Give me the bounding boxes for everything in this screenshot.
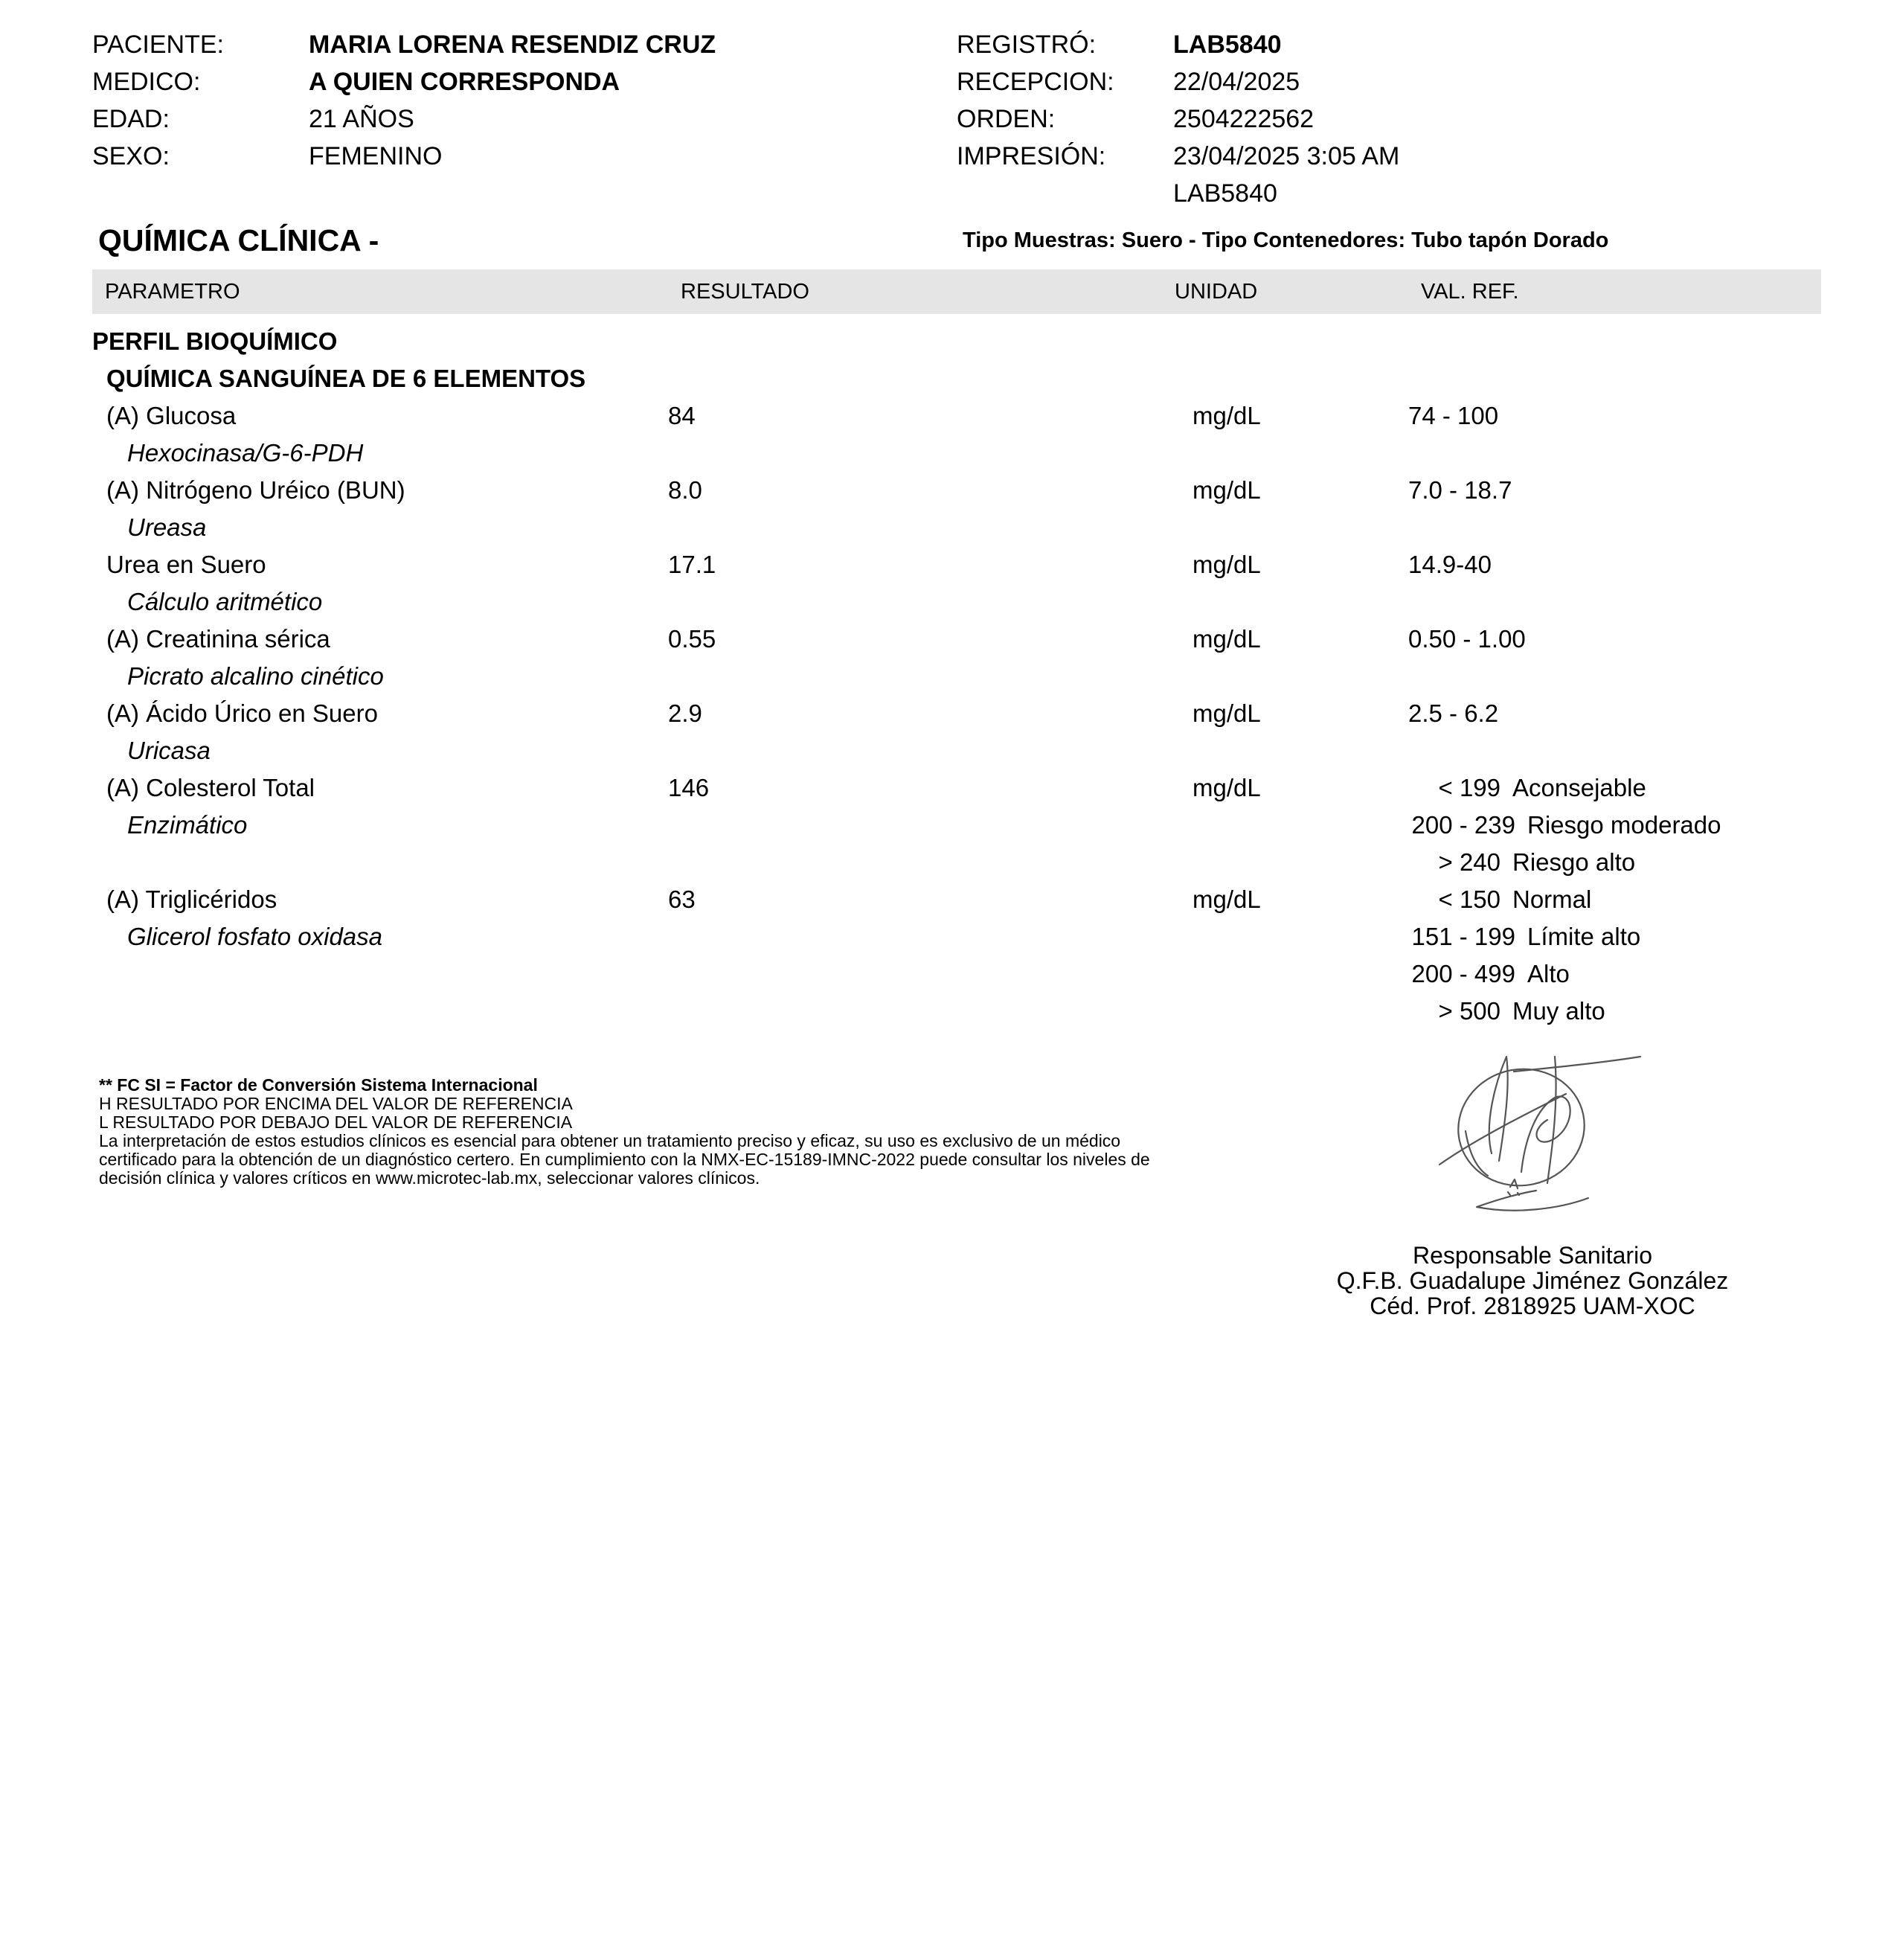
age-value: 21 AÑOS <box>309 105 414 133</box>
orden-label: ORDEN: <box>957 105 1056 133</box>
ref-range-line <box>1408 960 1570 988</box>
unit: mg/dL <box>1193 476 1261 504</box>
impresion-label: IMPRESIÓN: <box>957 142 1106 170</box>
ref-range-line <box>1408 848 1635 877</box>
registro-label: REGISTRÓ: <box>957 31 1097 59</box>
result-value: 63 <box>668 885 696 913</box>
ref-range-label: Riesgo moderado <box>1527 811 1721 839</box>
ref-range-bound: 151 - 199 <box>1411 923 1515 950</box>
ref-range-label: Alto <box>1527 960 1570 987</box>
col-val-ref: VAL. REF. <box>1421 280 1519 304</box>
orden-value: 2504222562 <box>1173 105 1315 133</box>
ref-range-label: Riesgo alto <box>1512 848 1636 876</box>
ref-range-line <box>1408 774 1646 802</box>
column-header-bar <box>92 269 1821 314</box>
group-title: QUÍMICA SANGUÍNEA DE 6 ELEMENTOS <box>106 365 586 392</box>
signature-name: Q.F.B. Guadalupe Jiménez González <box>1336 1267 1729 1294</box>
notes-line: certificado para la obtención de un diagnóstico certero. En cumplimiento con la NMX-EC-15189-IMNC-2022 puede consultar los niveles de <box>99 1150 1150 1169</box>
sex-label: SEXO: <box>92 142 170 170</box>
unit: mg/dL <box>1193 402 1261 429</box>
patient-name: MARIA LORENA RESENDIZ CRUZ <box>309 31 716 59</box>
method: Ureasa <box>127 513 207 541</box>
unit: mg/dL <box>1193 699 1261 727</box>
report-notes <box>99 1076 1259 1188</box>
handwritten-signature <box>1425 1042 1663 1228</box>
result-value: 8.0 <box>668 476 702 504</box>
ref-range: 0.50 - 1.00 <box>1408 625 1526 653</box>
col-unidad: UNIDAD <box>1175 280 1258 304</box>
notes-line: H RESULTADO POR ENCIMA DEL VALOR DE REFERENCIA <box>99 1094 573 1113</box>
param-name: (A) Ácido Úrico en Suero <box>106 699 378 727</box>
sample-info: Tipo Muestras: Suero - Tipo Contenedores: Tubo tapón Dorado <box>963 228 1609 252</box>
notes-fc-si: ** FC SI = Factor de Conversión Sistema Internacional <box>99 1075 538 1095</box>
ref-range-line <box>1408 923 1640 951</box>
doctor-label: MEDICO: <box>92 68 201 96</box>
notes-line: La interpretación de estos estudios clínicos es esencial para obtener un tratamiento preciso y eficaz, su uso es exclusivo de un médico <box>99 1131 1121 1150</box>
ref-range-bound: > 240 <box>1438 848 1500 876</box>
result-value: 146 <box>668 774 710 801</box>
sex-value: FEMENINO <box>309 142 443 170</box>
section-title: QUÍMICA CLÍNICA - <box>98 223 379 257</box>
ref-range-bound: < 150 <box>1438 885 1500 913</box>
profile-title: PERFIL BIOQUÍMICO <box>92 327 338 355</box>
ref-range-bound: < 199 <box>1438 774 1500 801</box>
method: Glicerol fosfato oxidasa <box>127 923 383 950</box>
ref-range: 7.0 - 18.7 <box>1408 476 1512 504</box>
recepcion-value: 22/04/2025 <box>1173 68 1300 96</box>
ref-range-line <box>1408 885 1591 914</box>
ref-range: 14.9-40 <box>1408 551 1492 578</box>
signature-role: Responsable Sanitario <box>1413 1242 1652 1269</box>
ref-range-label: Muy alto <box>1512 997 1605 1025</box>
ref-range-label: Aconsejable <box>1512 774 1646 801</box>
ref-range-label: Límite alto <box>1527 923 1641 950</box>
col-resultado: RESULTADO <box>681 280 809 304</box>
param-name: (A) Triglicéridos <box>106 885 277 913</box>
ref-range-bound: 200 - 239 <box>1411 811 1515 839</box>
ref-range-bound: 200 - 499 <box>1411 960 1515 987</box>
unit: mg/dL <box>1193 625 1261 653</box>
notes-line: decisión clínica y valores críticos en www.microtec-lab.mx, seleccionar valores clínicos. <box>99 1168 760 1188</box>
result-value: 2.9 <box>668 699 702 727</box>
method: Enzimático <box>127 811 248 839</box>
ref-range: 74 - 100 <box>1408 402 1499 429</box>
age-label: EDAD: <box>92 105 170 133</box>
param-name: (A) Nitrógeno Uréico (BUN) <box>106 476 405 504</box>
patient-label: PACIENTE: <box>92 31 224 59</box>
ref-range-line <box>1408 997 1605 1025</box>
col-parametro: PARAMETRO <box>105 280 240 304</box>
result-value: 17.1 <box>668 551 716 578</box>
param-name: (A) Glucosa <box>106 402 237 429</box>
param-name: (A) Colesterol Total <box>106 774 315 801</box>
ref-range-bound: > 500 <box>1438 997 1500 1025</box>
unit: mg/dL <box>1193 774 1261 801</box>
doctor-name: A QUIEN CORRESPONDA <box>309 68 620 96</box>
method: Cálculo aritmético <box>127 588 323 615</box>
method: Hexocinasa/G-6-PDH <box>127 439 364 467</box>
registro-value: LAB5840 <box>1173 31 1282 59</box>
unit: mg/dL <box>1193 551 1261 578</box>
param-name: Urea en Suero <box>106 551 266 578</box>
ref-range: 2.5 - 6.2 <box>1408 699 1499 727</box>
ref-range-label: Normal <box>1512 885 1592 913</box>
param-name: (A) Creatinina sérica <box>106 625 330 653</box>
extra-code: LAB5840 <box>1173 179 1277 208</box>
impresion-value: 23/04/2025 3:05 AM <box>1173 142 1400 170</box>
unit: mg/dL <box>1193 885 1261 913</box>
notes-line: L RESULTADO POR DEBAJO DEL VALOR DE REFERENCIA <box>99 1112 573 1132</box>
method: Picrato alcalino cinético <box>127 662 384 690</box>
recepcion-label: RECEPCION: <box>957 68 1114 96</box>
ref-range-line <box>1408 811 1721 839</box>
method: Uricasa <box>127 737 211 764</box>
signature-license: Céd. Prof. 2818925 UAM-XOC <box>1370 1293 1695 1319</box>
result-value: 84 <box>668 402 696 429</box>
result-value: 0.55 <box>668 625 716 653</box>
